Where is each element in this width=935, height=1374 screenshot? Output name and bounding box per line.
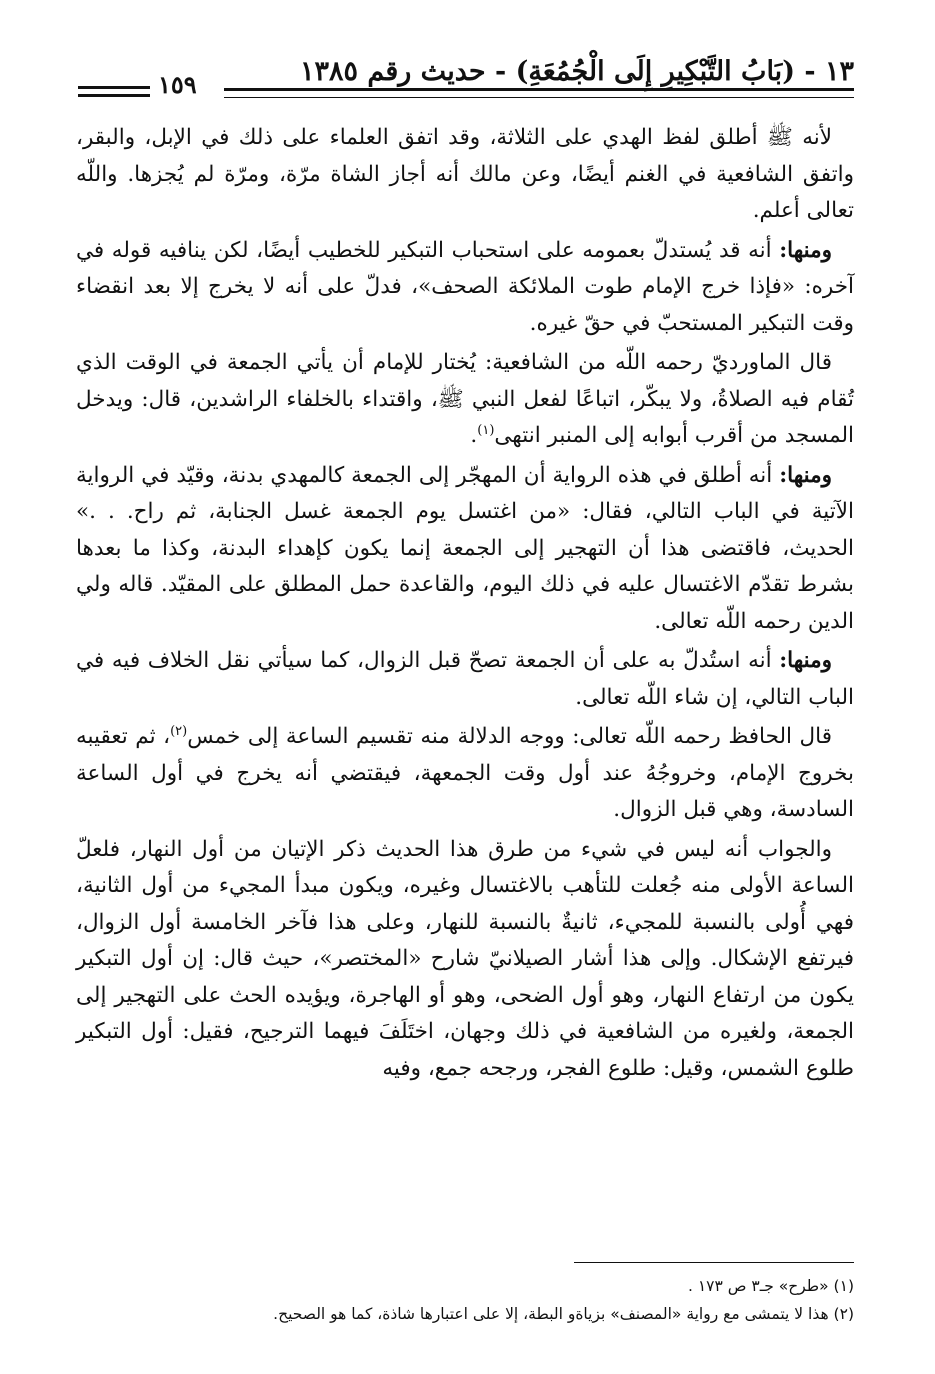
paragraph-lead: ومنها: [779,462,832,488]
paragraph-text: أنه استُدلّ به على أن الجمعة تصحّ قبل الزوال، كما سيأتي نقل الخلاف فيه في الباب التالي، إن شاء اللّه تعالى. [76,648,854,710]
footnotes [76,1272,854,1328]
paragraph-text: أنه قد يُستدلّ بعمومه على استحباب التبكير للخطيب أيضًا، لكن ينافيه قوله في آخره: «فإذا خرج الإمام طوت الملائكة الصحف»، فدلّ على أنه لا يخرج إلا بعد انقضاء وقت التبكير المستحبّ في حقّ غيره. [76,237,854,336]
paragraph-tail: . [470,423,478,448]
paragraph [76,120,854,230]
paragraph-text: أنه أطلق في هذه الرواية أن المهجّر إلى الجمعة كالمهدي بدنة، وقيّد في الرواية الآتية في الباب التالي، فقال: «من اغتسل يوم الجمعة غسل الجنابة، ثم راح. . .» الحديث، فاقتضى هذا أن التهجير إلى الجمعة إنما يكون كإهداء البدنة، وكذا ما بعدها بشرط تقدّم الاغتسال عليه في ذلك اليوم، والقاعدة حمل المطلق على المقيّد. قاله ولي الدين رحمه اللّه تعالى. [76,462,854,634]
paragraph-text: والجواب أنه ليس في شيء من طرق هذا الحديث ذكر الإتيان من أول النهار، فلعلّ الساعة الأولى منه جُعلت للتأهب بالاغتسال وغيره، ويكون مبدأ المجيء من أول الثانية، فهي أُولى بالنسبة للمجيء، ثانيةٌ بالنسبة للنهار، وعلى هذا فآخر الخامسة أول الزوال، فيرتفع الإشكال. وإلى هذا أشار الصيلانيّ شارح «المختصر»، حيث قال: إن أول التبكير يكون من ارتفاع النهار، وهو أول الضحى، وهو أو الهاجرة، ويؤيده الحث على التهجير إلى الجمعة، ولغيره من الشافعية في ذلك وجهان، اختَلَفَ فيهما الترجيح، فقيل: أول التبكير طلوع الشمس، وقيل: طلوع الفجر، ورجحه جمع، وفيه [76,836,854,1081]
footnote-ref[interactable]: (١) [477,422,495,438]
running-title: ١٣ - (بَابُ التَّبْكِيرِ إِلَى الْجُمُعَةِ) - حديث رقم ١٣٨٥ [299,56,854,87]
paragraph-lead: ومنها: [779,237,832,263]
paragraph [76,832,854,1088]
paragraph [76,643,854,716]
paragraph [76,458,854,641]
footnote-ref[interactable]: (٢) [170,723,188,739]
page-number: ١٥٩ [158,70,197,99]
paragraph-tail: ، ثم تعقيبه بخروج الإمام، وخروجُهُ عند أول وقت الجمعهة، فيقتضي أنه يخرج في أول الساعة السادسة، وهي قبل الزوال. [76,724,854,822]
footnote-separator [574,1262,854,1263]
footnote-2: (٢) هذا لا يتمشى مع رواية «المصنف» بزياةو البطة، إلا على اعتبارها شاذة، كما هو الصحيح. [273,1305,854,1323]
header-rule-long [224,88,854,98]
paragraph-text: قال الحافظ رحمه اللّه تعالى: ووجه الدلالة منه تقسيم الساعة إلى خمس [187,724,832,749]
footnote-1: (١) «طرح» جـ٣ ص ١٧٣ . [687,1277,854,1295]
paragraph [76,719,854,829]
paragraph-lead: ومنها: [779,648,832,673]
page-header [74,50,854,110]
paragraph-text: لأنه ﷺ أطلق لفظ الهدي على الثلاثة، وقد اتفق العلماء على ذلك في الإبل، والبقر، واتفق الشافعية في الغنم أيضًا، وعن مالك أنه أجاز الشاة مرّة، ومرّة لم يُجزها. واللّه تعالى أعلم. [76,125,854,223]
paragraph-text: قال الماورديّ رحمه اللّه من الشافعية: يُختار للإمام أن يأتي الجمعة في الوقت الذي تُقام فيه الصلاةُ، ولا يبكّر، اتباعًا لفعل النبي ﷺ، واقتداء بالخلفاء الراشدين، قال: ويدخل المسجد من أقرب أبوابه إلى المنبر انتهى [76,350,854,448]
paragraph [76,345,854,455]
header-rule-short [78,86,150,89]
header-rule-short-lower [78,94,150,97]
main-text [76,120,854,1090]
paragraph [76,233,854,343]
